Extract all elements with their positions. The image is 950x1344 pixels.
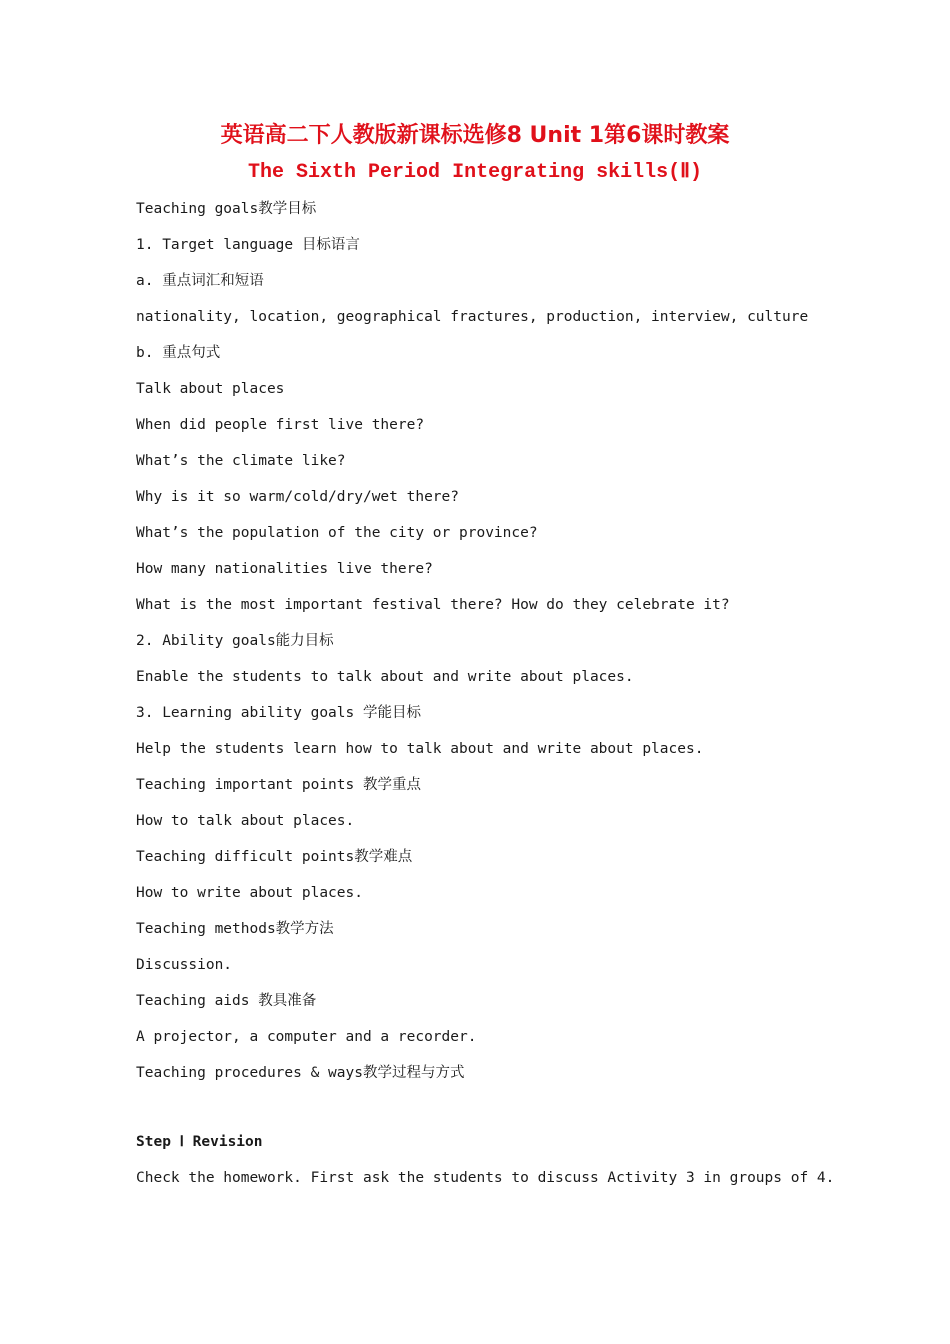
vocabulary-list: nationality, location, geographical fractures, production, interview, culture bbox=[136, 309, 809, 325]
sentence-patterns-heading: b. 重点句式 bbox=[136, 345, 221, 361]
teaching-methods-text: Discussion. bbox=[136, 957, 233, 973]
step-one-text: Check the homework. First ask the students to discuss Activity 3 in groups of 4. bbox=[136, 1170, 835, 1186]
step-one-heading: Step Ⅰ Revision bbox=[136, 1134, 263, 1150]
sentence-pattern: Talk about places bbox=[136, 381, 285, 397]
target-language-heading: 1. Target language 目标语言 bbox=[136, 237, 360, 253]
teaching-procedures-heading: Teaching procedures & ways教学过程与方式 bbox=[136, 1065, 465, 1081]
teaching-methods-heading: Teaching methods教学方法 bbox=[136, 921, 334, 937]
document-body bbox=[136, 196, 856, 1201]
difficult-points-text: How to write about places. bbox=[136, 885, 363, 901]
sentence-pattern: How many nationalities live there? bbox=[136, 561, 433, 577]
sentence-pattern: When did people first live there? bbox=[136, 417, 425, 433]
teaching-aids-heading: Teaching aids 教具准备 bbox=[136, 993, 317, 1009]
ability-goals-text: Enable the students to talk about and write about places. bbox=[136, 669, 634, 685]
sentence-pattern: What is the most important festival there? How do they celebrate it? bbox=[136, 597, 730, 613]
learning-ability-goals-text: Help the students learn how to talk about and write about places. bbox=[136, 741, 704, 757]
paragraph-gap bbox=[136, 1096, 856, 1129]
ability-goals-heading: 2. Ability goals能力目标 bbox=[136, 633, 334, 649]
sentence-pattern: What’s the population of the city or province? bbox=[136, 525, 538, 541]
document-title-english: The Sixth Period Integrating skills(Ⅱ) bbox=[248, 161, 702, 184]
difficult-points-heading: Teaching difficult points教学难点 bbox=[136, 849, 413, 865]
important-points-text: How to talk about places. bbox=[136, 813, 355, 829]
sentence-pattern: Why is it so warm/cold/dry/wet there? bbox=[136, 489, 460, 505]
teaching-goals-heading: Teaching goals教学目标 bbox=[136, 201, 317, 217]
document-title-chinese: 英语高二下人教版新课标选修8 Unit 1第6课时教案 bbox=[220, 123, 730, 148]
learning-ability-goals-heading: 3. Learning ability goals 学能目标 bbox=[136, 705, 421, 721]
sentence-pattern: What’s the climate like? bbox=[136, 453, 346, 469]
teaching-aids-text: A projector, a computer and a recorder. bbox=[136, 1029, 477, 1045]
vocabulary-heading: a. 重点词汇和短语 bbox=[136, 273, 264, 289]
important-points-heading: Teaching important points 教学重点 bbox=[136, 777, 421, 793]
